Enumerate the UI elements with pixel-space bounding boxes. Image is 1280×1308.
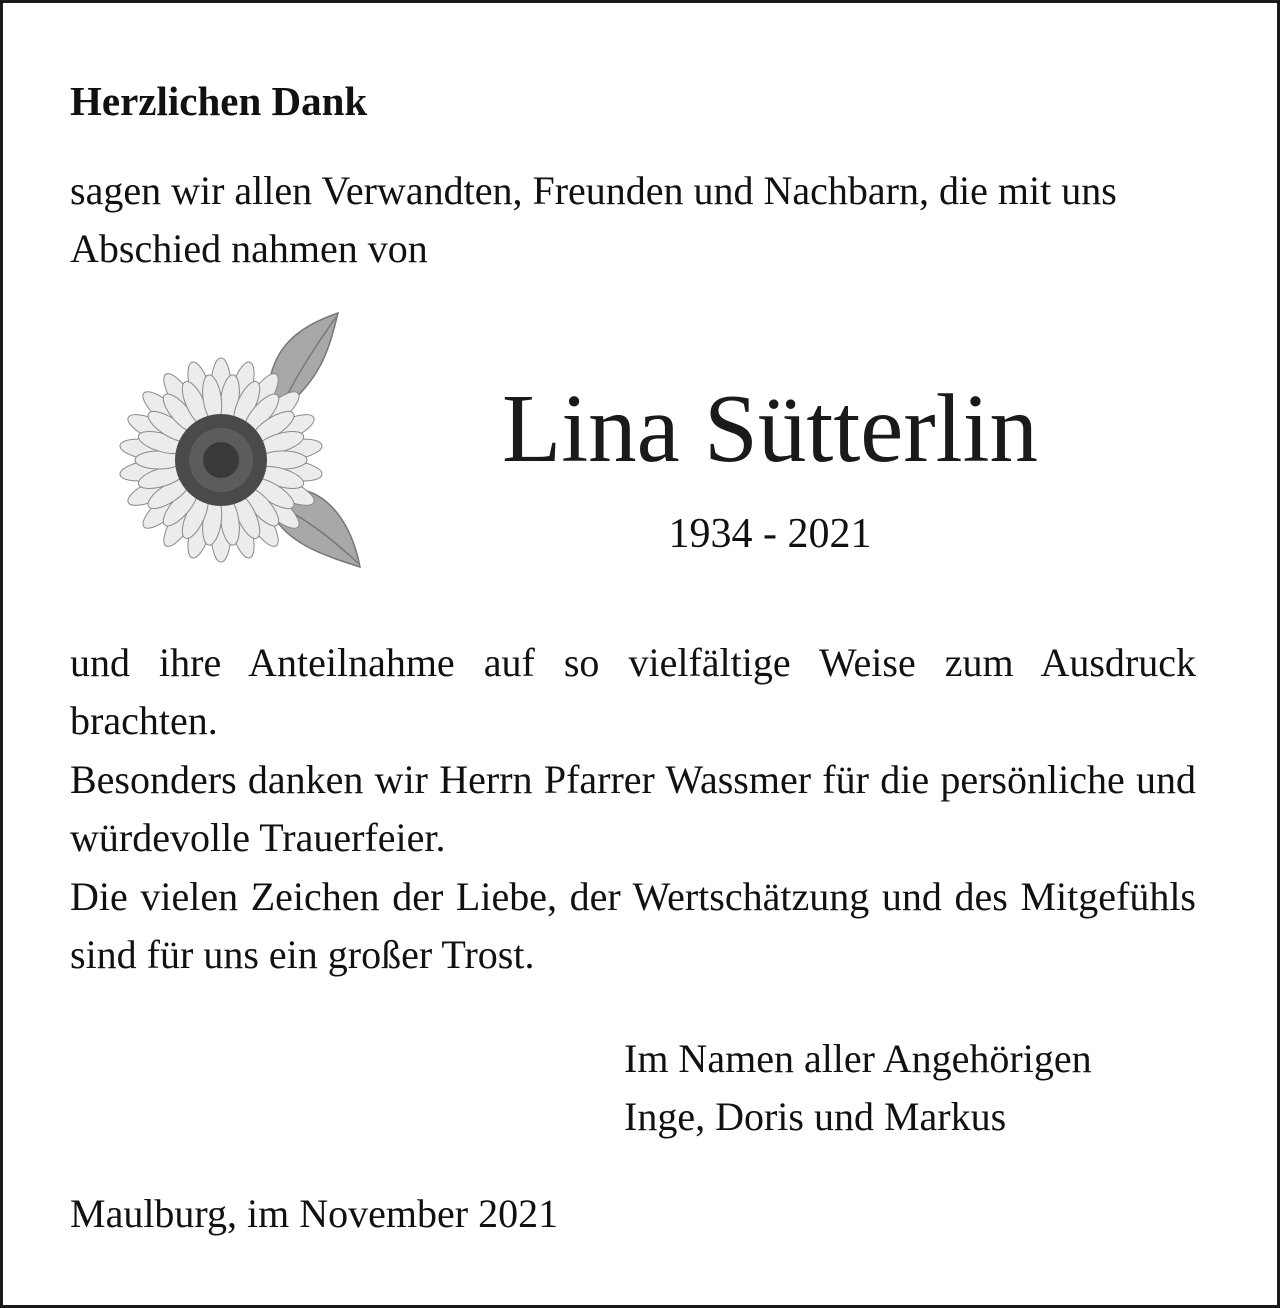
paragraph-1: und ihre Anteilnahme auf so vielfältige Weise zum Ausdruck brachten. <box>70 640 1196 743</box>
signature-line-2: Inge, Doris und Markus <box>624 1094 1007 1139</box>
intro-text: sagen wir allen Verwandten, Freunden und Nachbarn, die mit uns Abschied nahmen von <box>70 168 1117 271</box>
paragraph-3: Die vielen Zeichen der Liebe, der Wertschätzung und des Mitgefühls sind für uns ein großer Trost. <box>70 874 1196 977</box>
paragraph-2: Besonders danken wir Herrn Pfarrer Wassmer für die persönliche und würdevolle Trauerfeier. <box>70 757 1196 860</box>
life-dates: 1934 - 2021 <box>668 511 872 557</box>
place-date: Maulburg, im November 2021 <box>70 1191 559 1236</box>
signature-line-1: Im Namen aller Angehörigen <box>624 1036 1092 1081</box>
heading: Herzlichen Dank <box>70 78 368 124</box>
deceased-name: Lina Sütterlin <box>501 375 1039 482</box>
sunflower-icon <box>118 305 368 575</box>
